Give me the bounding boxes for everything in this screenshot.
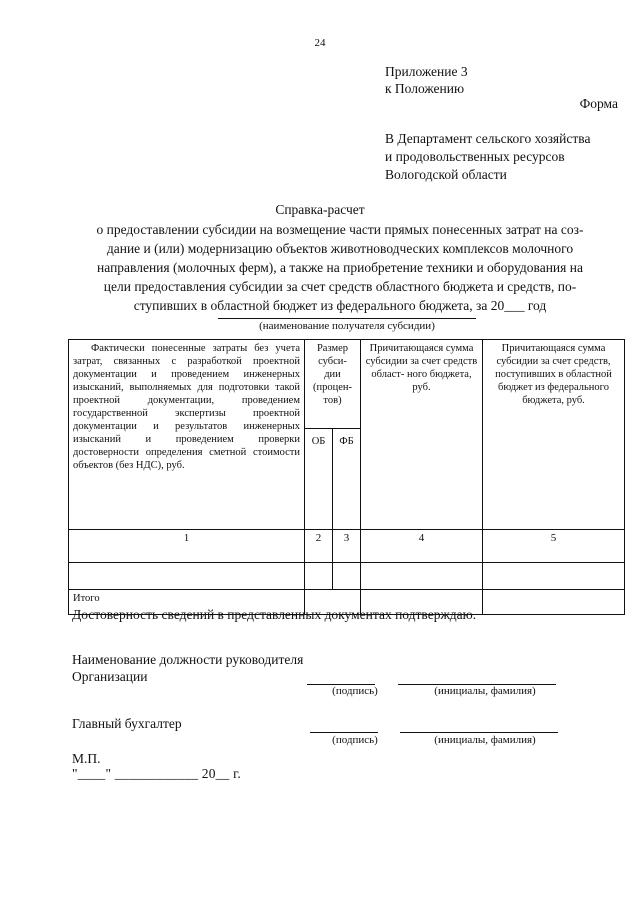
document-description bbox=[60, 220, 620, 315]
header-cost: Фактически понесенные затраты без учета затрат, связанных с разработкой проектной документации и проведением инженерных изысканий, выполняемых для подготовки такой проектной документации, проведением государственной экспертизы проектной документации и результатов инженерных изысканий и проведением проверки достоверности определения сметной стоимости объектов (без НДС), руб. bbox=[69, 340, 305, 530]
description-line: ступивших в областной бюджет из федерального бюджета, за 20___ год bbox=[133, 298, 547, 313]
department-line-2: и продовольственных ресурсов bbox=[385, 149, 565, 164]
appendix-label bbox=[385, 63, 468, 97]
department-address bbox=[385, 130, 590, 184]
form-label: Форма bbox=[579, 96, 618, 111]
head-name-caption: (инициалы, фамилия) bbox=[434, 685, 536, 697]
header-fb: ФБ bbox=[333, 429, 361, 530]
department-line-3: Вологодской области bbox=[385, 167, 507, 182]
document-title: Справка-расчет bbox=[275, 202, 365, 217]
accountant-signature-line[interactable] bbox=[310, 732, 378, 733]
cell-regional-input[interactable] bbox=[361, 563, 483, 590]
cell-federal-input[interactable] bbox=[483, 563, 625, 590]
accountant-signature-caption: (подпись) bbox=[332, 734, 378, 746]
subsidy-table bbox=[68, 339, 625, 615]
stamp-place: М.П. bbox=[72, 751, 101, 766]
cell-cost-input[interactable] bbox=[69, 563, 305, 590]
date-line[interactable]: "____" ____________ 20__ г. bbox=[72, 766, 241, 781]
column-number: 2 bbox=[305, 530, 333, 563]
column-number: 3 bbox=[333, 530, 361, 563]
accountant-name-caption: (инициалы, фамилия) bbox=[434, 734, 536, 746]
appendix-line-1: Приложение 3 bbox=[385, 64, 468, 79]
appendix-line-2: к Положению bbox=[385, 81, 465, 96]
column-number-row bbox=[69, 530, 625, 563]
header-federal-amount: Причитающаяся сумма субсидии за счет средств, поступивших в областной бюджет из федерального бюджета, руб. bbox=[483, 340, 625, 530]
description-line: цели предоставления субсидии за счет средств областного бюджета и средств, по- bbox=[103, 279, 577, 294]
total-federal-cell[interactable] bbox=[483, 590, 625, 615]
accountant-title: Главный бухгалтер bbox=[72, 716, 182, 731]
table-header-row bbox=[69, 340, 625, 429]
description-line: дание и (или) модернизацию объектов животноводческих комплексов молочного bbox=[106, 241, 574, 256]
accountant-name-line[interactable] bbox=[400, 732, 558, 733]
cell-fb-input[interactable] bbox=[333, 563, 361, 590]
head-title bbox=[72, 651, 303, 685]
column-number: 4 bbox=[361, 530, 483, 563]
header-ob: ОБ bbox=[305, 429, 333, 530]
page-number: 24 bbox=[314, 37, 326, 49]
column-number: 5 bbox=[483, 530, 625, 563]
description-line: направления (молочных ферм), а также на приобретение техники и оборудования на bbox=[97, 260, 583, 275]
head-signature-caption: (подпись) bbox=[332, 685, 378, 697]
department-line-1: В Департамент сельского хозяйства bbox=[385, 131, 591, 146]
total-label: Итого bbox=[69, 590, 305, 615]
recipient-caption: (наименование получателя субсидии) bbox=[259, 320, 435, 332]
header-regional-amount: Причитающаяся сумма субсидии за счет средств област- ного бюджета, руб. bbox=[361, 340, 483, 530]
header-subsidy-size: Размер субси- дии (процен- тов) bbox=[305, 340, 361, 429]
description-line: о предоставлении субсидии на возмещение части прямых понесенных затрат на соз- bbox=[96, 222, 584, 237]
cell-ob-input[interactable] bbox=[305, 563, 333, 590]
table-row bbox=[69, 563, 625, 590]
head-title-line-2: Организации bbox=[72, 669, 148, 684]
recipient-name-line[interactable] bbox=[218, 318, 476, 319]
head-title-line-1: Наименование должности руководителя bbox=[72, 652, 304, 667]
column-number: 1 bbox=[69, 530, 305, 563]
confirmation-statement: Достоверность сведений в представленных документах подтверждаю. bbox=[72, 607, 477, 622]
